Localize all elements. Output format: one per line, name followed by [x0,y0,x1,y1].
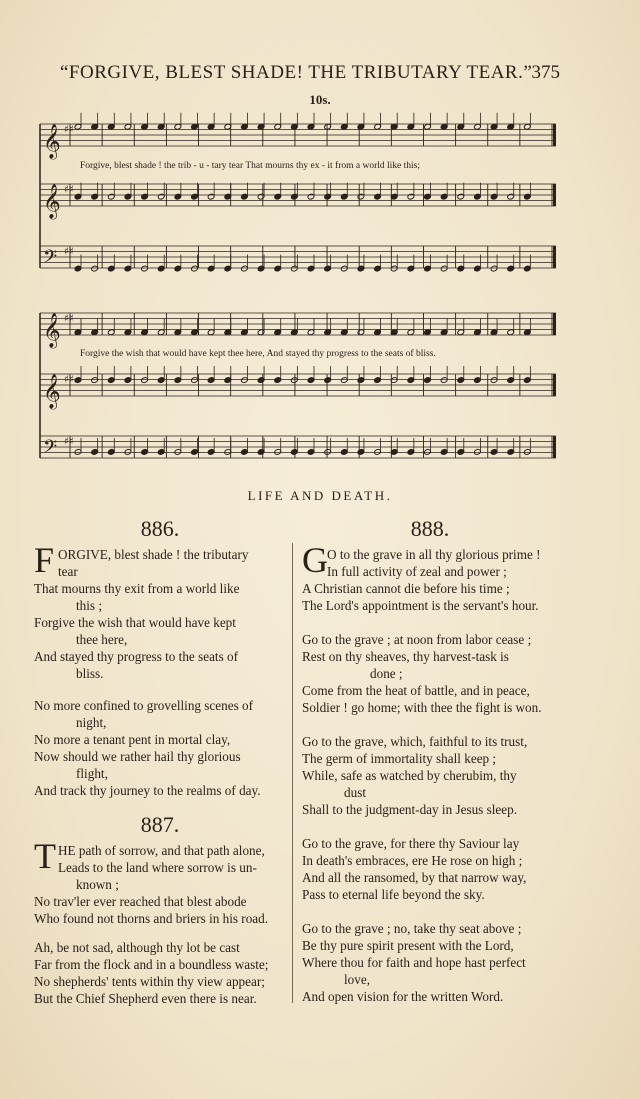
svg-text:𝄢: 𝄢 [43,437,58,462]
hymn-888-line: Go to the grave ; no, take thy seat above ; [302,921,522,936]
hymn-886-line: bliss. [76,666,104,681]
hymn-887-line: No shepherds' tents within thy view appear; [34,974,265,989]
hymn-887-line: Ah, be not sad, although thy lot be cast [34,940,240,955]
hymn-887-line: Who found not thorns and briers in his road. [34,911,269,926]
hymn-886-line: tear [58,564,78,579]
hymn-888-line: Go to the grave ; at noon from labor cease ; [302,632,532,647]
page-title: “FORGIVE, BLEST SHADE! THE TRIBUTARY TEAR.” [60,62,533,83]
hymn-888-line: While, safe as watched by cherubim, thy [302,768,517,783]
section-title: LIFE AND DEATH. [247,488,393,503]
svg-text:𝄞: 𝄞 [43,313,61,348]
hymn-888-line: And all the ransomed, by that narrow way, [302,870,527,885]
hymn-888-line: The germ of immortality shall keep ; [302,751,497,766]
hymn-886-line: That mourns thy exit from a world like [34,581,240,596]
hymn-886-line: this ; [76,598,103,613]
drop-cap-888: G [302,540,328,580]
hymn-886-line: Forgive the wish that would have kept [34,615,236,630]
drop-cap-887: T [34,836,56,876]
hymn-888-line: The Lord's appointment is the servant's hour. [302,598,539,613]
svg-text:♯♯: ♯♯ [64,313,74,325]
hymn-888-line: dust [344,785,366,800]
staff [40,436,556,462]
hymn-number-887: 887. [140,812,180,837]
staff [40,183,556,220]
hymn-888-line: In death's embraces, ere He rose on high ; [302,853,523,868]
hymn-886-line: ORGIVE, blest shade ! the tributary [58,547,249,562]
svg-text:𝄞: 𝄞 [43,374,61,409]
svg-text:𝄞: 𝄞 [43,184,61,219]
music-lyrics-line-1: Forgive, blest shade ! the trib - u - tary tear That mourns thy ex - it from a world like this; [80,161,420,171]
drop-cap-886: F [34,540,55,580]
hymn-888-line: Go to the grave, which, faithful to its trust, [302,734,528,749]
hymn-888-line: And open vision for the written Word. [302,989,504,1004]
hymn-888-line: done ; [370,666,403,681]
svg-text:♯♯: ♯♯ [64,184,74,196]
hymn-888-line: Be thy pure spirit present with the Lord, [302,938,514,953]
hymn-887-line: Far from the flock and in a boundless waste; [34,957,269,972]
svg-text:♯♯: ♯♯ [64,246,74,258]
hymn-887-line: But the Chief Shepherd even there is near. [34,991,257,1006]
hymn-886-line: No more confined to grovelling scenes of [34,698,253,713]
hymn-886-line: And stayed thy progress to the seats of [34,649,239,664]
hymn-887-line: No trav'ler ever reached that blest abode [34,894,247,909]
hymn-888-line: Come from the heat of battle, and in peace, [302,683,530,698]
svg-text:𝄞: 𝄞 [43,124,61,159]
music-score [0,0,640,480]
hymn-888-line: O to the grave in all thy glorious prime ! [327,547,541,562]
svg-text:𝄢: 𝄢 [43,247,58,272]
page-number: 375 [531,62,560,83]
hymn-888-line: A Christian cannot die before his time ; [302,581,510,596]
hymn-number-888: 888. [410,516,450,541]
hymn-888-line: love, [344,972,371,987]
hymn-886-line: night, [76,715,107,730]
hymn-888-line: Soldier ! go home; with thee the fight is won. [302,700,542,715]
column-divider [292,543,293,1003]
hymn-886-line: And track thy journey to the realms of day. [34,783,261,798]
staff [40,113,556,160]
svg-text:♯♯: ♯♯ [64,436,74,448]
staff [40,246,556,272]
hymn-886-line: No more a tenant pent in mortal clay, [34,732,231,747]
hymn-888-line: Go to the grave, for there thy Saviour lay [302,836,520,851]
staff [40,313,556,349]
staff [40,366,556,410]
music-lyrics-line-2: Forgive the wish that would have kept thee here, And stayed thy progress to the seats of bliss. [80,349,436,359]
hymn-887-line: known ; [76,877,119,892]
hymn-887-line: HE path of sorrow, and that path alone, [58,843,265,858]
meter-label: 10s. [309,92,331,107]
hymn-888-line: Pass to eternal life beyond the sky. [302,887,485,902]
hymn-888-line: Where thou for faith and hope hast perfect [302,955,526,970]
hymn-888-line: Shall to the judgment-day in Jesus sleep. [302,802,517,817]
hymn-886-line: flight, [76,766,108,781]
hymn-886-line: Now should we rather hail thy glorious [34,749,241,764]
hymn-887-line: Leads to the land where sorrow is un- [58,860,257,875]
hymn-888-line: In full activity of zeal and power ; [327,564,507,579]
hymn-888-line: Rest on thy sheaves, thy harvest-task is [302,649,509,664]
hymn-number-886: 886. [140,516,180,541]
hymn-886-line: thee here, [76,632,128,647]
svg-text:♯♯: ♯♯ [64,124,74,136]
svg-text:♯♯: ♯♯ [64,374,74,386]
